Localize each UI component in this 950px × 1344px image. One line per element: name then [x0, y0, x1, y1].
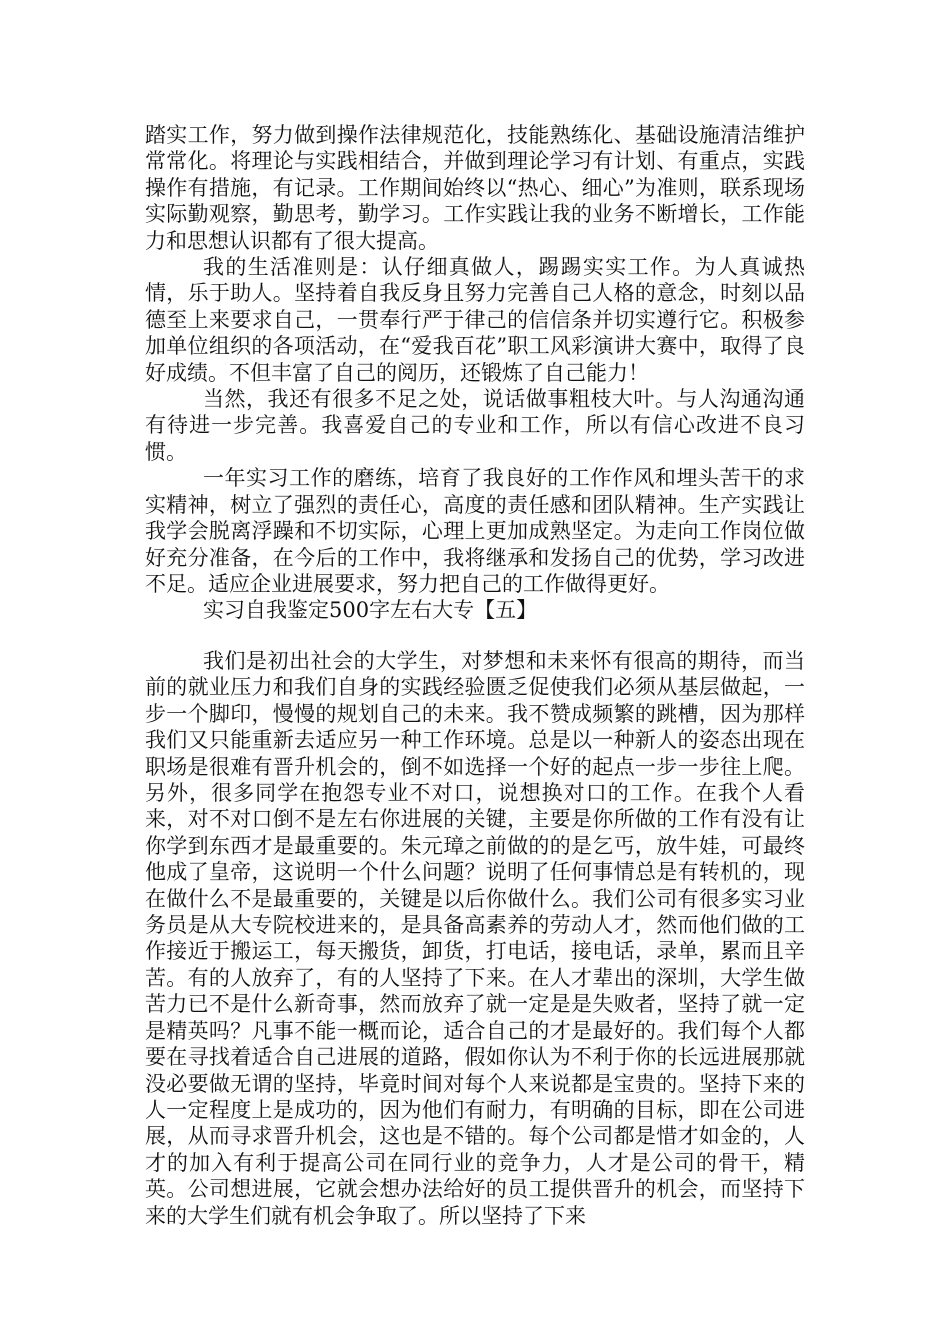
- paragraph-5: 我们是初出社会的大学生，对梦想和未来怀有很高的期待，而当前的就业压力和我们自身的实践经验匮乏促使我们必须从基层做起，一步一个脚印，慢慢的规划自己的未来。我不赞成频繁的跳槽，因为那样我们又只能重新去适应另一种工作环境。总是以一种新人的姿态出现在职场是很难有晋升机会的，倒不如选择一个好的起点一步一步往上爬。另外，很多同学在抱怨专业不对口，说想换对口的工作。在我个人看来，对不对口倒不是左右你进展的关键，主要是你所做的工作有没有让你学到东西才是最重要的。朱元璋之前做的的是乞丐，放牛娃，可最终他成了皇帝，这说明一个什么问题？说明了任何事情总是有转机的，现在做什么不是最重要的，关键是以后你做什么。我们公司有很多实习业务员是从大专院校进来的，是具备高素养的劳动人才，然而他们做的工作接近于搬运工，每天搬货，卸货，打电话，接电话，录单，累而且辛苦。有的人放弃了，有的人坚持了下来。在人才辈出的深圳，大学生做苦力已不是什么新奇事，然而放弃了就一定是是失败者，坚持了就一定是精英吗？凡事不能一概而论，适合自己的才是最好的。我们每个人都要在寻找着适合自己进展的道路，假如你认为不利于你的长远进展那就没必要做无谓的坚持，毕竟时间对每个人来说都是宝贵的。坚持下来的人一定程度上是成功的，因为他们有耐力，有明确的目标，即在公司进展，从而寻求晋升机会，这也是不错的。每个公司都是惜才如金的，人才的加入有利于提高公司在同行业的竞争力，人才是公司的骨干，精英。公司想进展，它就会想办法给好的员工提供晋升的机会，而坚持下来的大学生们就有机会争取了。所以坚持了下来: [145, 649, 805, 1228]
- document-body-bottom: [145, 648, 805, 1229]
- paragraph-2: 我的生活准则是：认仔细真做人，踢踢实实工作。为人真诚热情，乐于助人。坚持着自我反身且努力完善自己人格的意念，时刻以品德至上来要求自己，一贯奉行严于律己的信信条并切实遵行它。积极参加单位组织的各项活动，在“爱我百花”职工风彩演讲大赛中，取得了良好成绩。不但丰富了自己的阅历，还锻炼了自己能力！: [145, 255, 805, 385]
- paragraph-1: 踏实工作，努力做到操作法律规范化，技能熟练化、基础设施清洁维护常常化。将理论与实践相结合，并做到理论学习有计划、有重点，实践操作有措施，有记录。工作期间始终以“热心、细心”为准则，联系现场实际勤观察，勤思考，勤学习。工作实践让我的业务不断增长，工作能力和思想认识都有了很大提高。: [145, 123, 805, 253]
- document-body-top: [145, 122, 805, 624]
- section-heading: 实习自我鉴定500字左右大专【五】: [203, 598, 538, 623]
- paragraph-3: 当然，我还有很多不足之处，说话做事粗枝大叶。与人沟通沟通有待进一步完善。我喜爱自己的专业和工作，所以有信心改进不良习惯。: [145, 387, 805, 464]
- paragraph-4: 一年实习工作的磨练，培育了我良好的工作作风和埋头苦干的求实精神，树立了强烈的责任心，高度的责任感和团队精神。生产实践让我学会脱离浮躁和不切实际，心理上更加成熟坚定。为走向工作岗位做好充分准备，在今后的工作中，我将继承和发扬自己的优势，学习改进不足。适应企业进展要求，努力把自己的工作做得更好。: [145, 466, 805, 596]
